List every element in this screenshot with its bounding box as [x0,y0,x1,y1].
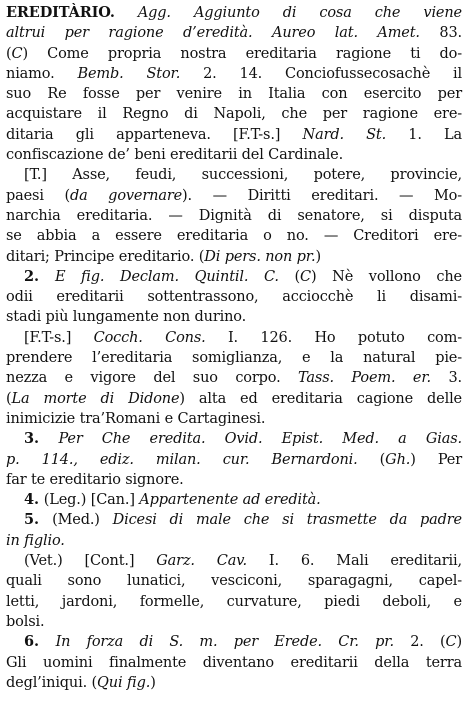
text-run: [T.] Asse, feudi, successioni, potere, provincie, [24,167,462,184]
entry-line [6,165,462,185]
entry-line [6,328,462,348]
entry-line [6,592,462,612]
text-run: ) [315,248,321,265]
sense-number: 4. [24,491,44,509]
text-run: I. 6. Mali ereditarii, [247,553,462,570]
text-run: degl’iniqui. ( [6,674,98,691]
italic-run: Dicesi di male che si trasmette da padre [112,512,462,529]
entry-line [6,348,462,368]
text-run: paesi ( [6,187,70,204]
entry-line [6,389,462,409]
entry-line [6,470,462,490]
text-run: odii ereditarii sottentrassono, acciocchè li disami- [6,289,462,306]
text-run: ( [278,268,301,285]
text-run: se abbia a essere ereditaria o no. — Creditori ere- [6,228,462,245]
text-run: quali sono lunatici, vesciconi, sparagagni, capel- [6,573,462,590]
text-run: 2. ( [393,634,446,651]
italic-run: La morte di Didone [11,390,180,407]
text-run: I. 126. Ho potuto com- [205,329,462,346]
italic-run: Appartenente ad eredità. [139,492,321,509]
text-run: prendere l’ereditaria somiglianza, e la natural pie- [6,350,462,367]
entry-line [6,531,462,551]
entry-line [6,368,462,388]
text-run: Gli uomini finalmente diventano ereditarii della terra [6,654,462,671]
text-run: far te ereditario signore. [6,471,184,488]
entry-line [6,226,462,246]
entry-line [6,44,462,64]
entry-line [6,450,462,470]
text-run: bolsi. [6,613,45,630]
italic-run: C [300,268,311,285]
italic-run: Cocch. Cons. [93,329,206,346]
text-run: ) [150,674,156,691]
text-run: ). — Diritti ereditari. — Mo- [182,187,462,204]
italic-run: altrui per ragione d’eredità. Aureo lat. Amet. [6,25,420,42]
entry-line [6,145,462,165]
entry-line [6,551,462,571]
entry-line [6,653,462,673]
text-run: acquistare il Regno di Napoli, che per ragione ere- [6,106,462,123]
italic-run: Per Che eredita. Ovid. Epist. Med. a Gias. [58,431,462,448]
entry-headline [6,3,462,23]
text-run [115,5,138,21]
text-run: ) Nè vollono che [310,268,462,285]
italic-run: Bemb. Stor. [77,65,181,82]
text-run: narchia ereditaria. — Dignità di senatore, si disputa [6,207,462,224]
text-run: nezza e vigore del suo corpo. [6,370,299,387]
text-run: ( [6,390,12,407]
text-run: ( [6,45,12,62]
text-run: ditaria gli apparteneva. [F.T-s.] [6,126,303,143]
entry-line [6,247,462,267]
text-run: ) [456,634,462,651]
entry-line [6,409,462,429]
sense-number: 3. [24,430,59,448]
text-run: confiscazione de’ beni ereditarii del Cardinale. [6,147,344,164]
italic-run: C [11,45,23,62]
entry-line [6,206,462,226]
text-run: ( [357,451,386,468]
entry-line [6,64,462,84]
italic-run: in figlio. [6,532,65,549]
text-run: ) Come propria nostra ereditaria ragione ti do- [22,45,462,62]
dictionary-entry [6,3,462,693]
entry-line [6,429,462,449]
text-run: ditari; Principe ereditario. ( [6,248,205,265]
entry-line [6,104,462,124]
entry-line [6,84,462,104]
sense-number: 5. [24,511,53,529]
entry-line [6,510,462,530]
entry-line [6,186,462,206]
italic-run: Nard. St. [302,126,387,143]
italic-run: In forza di S. m. per Erede. Cr. pr. [55,634,394,651]
text-run: ) alta ed ereditaria cagione delle [179,390,462,407]
italic-run: C [445,634,457,651]
entry-line [6,612,462,632]
italic-run: Garz. Cav. [156,553,248,570]
entry-line [6,632,462,652]
sense-number: 6. [24,633,56,651]
text-run: 1. La [386,126,462,143]
italic-run: Tass. Poem. er. [298,370,432,387]
text-run: ) Per [410,451,462,468]
italic-run: Agg. Aggiunto di cosa che viene [137,5,462,21]
entry-line [6,267,462,287]
italic-run: Qui fig. [97,674,151,691]
text-run: (Leg.) [Can.] [43,492,140,509]
text-run: letti, jardoni, formelle, curvature, piedi deboli, e [6,593,462,610]
text-run: niamo. [6,65,78,82]
text-run: stadi più lungamente non durino. [6,309,247,326]
italic-run: Gh. [385,451,411,468]
headword: EREDITÀRIO. [6,4,115,21]
text-run: 83. [419,25,462,42]
entry-line [6,125,462,145]
text-run: (Vet.) [Cont.] [24,553,157,570]
entry-line [6,23,462,43]
entry-line [6,673,462,693]
italic-run: Di pers. non pr. [204,248,316,265]
italic-run: da governare [69,187,183,204]
italic-run: p. 114., ediz. milan. cur. Bernardoni. [6,451,358,468]
entry-line [6,571,462,591]
entry-line [6,307,462,327]
italic-run: E fig. Declam. Quintil. C. [54,268,279,285]
entry-line [6,287,462,307]
text-run: 2. 14. Conciofussecosachè il [180,65,463,82]
entry-line [6,490,462,510]
text-run: suo Re fosse per venire in Italia con esercito per [6,86,462,103]
text-run: (Med.) [52,512,113,529]
text-run: [F.T-s.] [24,329,94,346]
text-run: inimicizie tra’Romani e Cartaginesi. [6,410,266,427]
text-run: 3. [431,370,462,387]
sense-number: 2. [24,267,55,285]
